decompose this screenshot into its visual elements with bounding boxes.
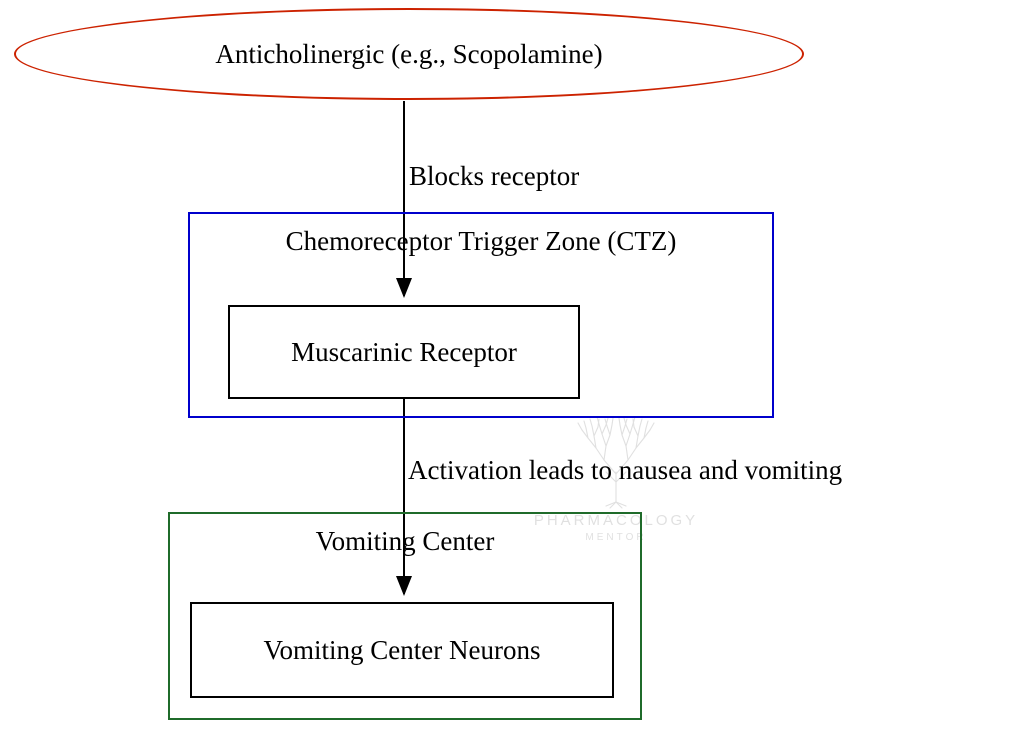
node-anticholinergic	[14, 8, 804, 100]
node-anticholinergic-label: Anticholinergic (e.g., Scopolamine)	[215, 38, 603, 69]
node-vomiting-center-neurons-label: Vomiting Center Neurons	[263, 634, 541, 665]
edge-label-activation-leads-to-nausea-and-vomiting: Activation leads to nausea and vomiting	[408, 455, 843, 485]
node-vomiting-center-neurons	[190, 602, 614, 698]
cluster-ctz-title: Chemoreceptor Trigger Zone (CTZ)	[285, 226, 677, 256]
node-muscarinic-receptor-label: Muscarinic Receptor	[291, 336, 517, 367]
cluster-vomiting-center-title: Vomiting Center	[315, 526, 495, 556]
watermark-line1: PHARMACOLOGY	[533, 512, 699, 529]
edge-label-blocks-receptor: Blocks receptor	[409, 161, 580, 191]
watermark-line2: MENTOR	[585, 532, 647, 543]
node-muscarinic-receptor	[228, 305, 580, 399]
